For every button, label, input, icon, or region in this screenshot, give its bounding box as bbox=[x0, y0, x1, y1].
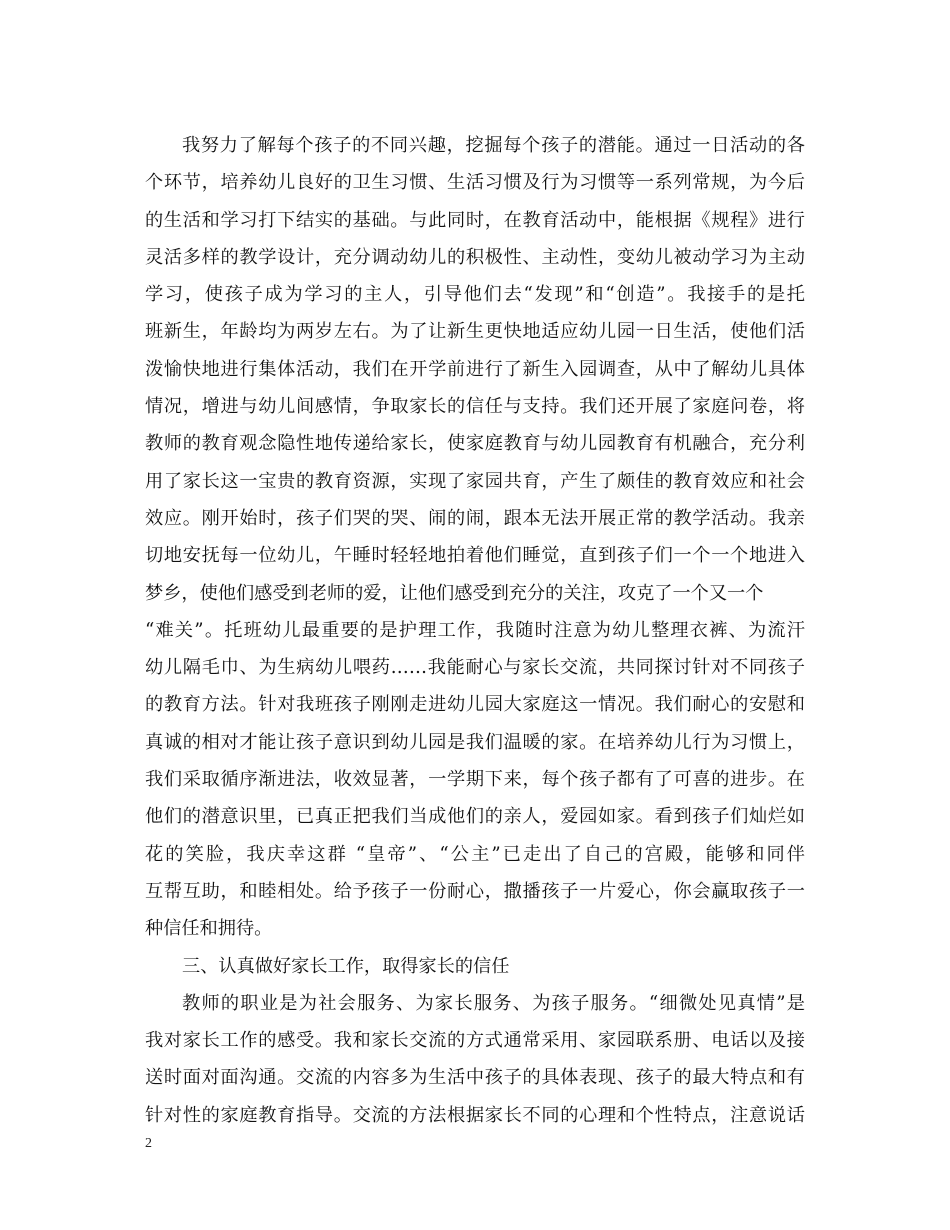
text-line: 教师的教育观念隐性地传递给家长，使家庭教育与幼儿园教育有机融合，充分利 bbox=[145, 433, 805, 455]
text-line: 灵活多样的教学设计，充分调动幼儿的积极性、主动性，变幼儿被动学习为主动 bbox=[145, 246, 805, 268]
text-line: 班新生，年龄均为两岁左右。为了让新生更快地适应幼儿园一日生活，使他们活 bbox=[145, 321, 805, 343]
text-line: 幼儿隔毛巾、为生病幼儿喂药……我能耐心与家长交流，共同探讨针对不同孩子 bbox=[145, 657, 805, 679]
text-line: 情况，增进与幼儿间感情，争取家长的信任与支持。我们还开展了家庭问卷，将 bbox=[145, 396, 805, 418]
page-number: 2 bbox=[145, 1136, 152, 1151]
text-line: “难关”。托班幼儿最重要的是护理工作，我随时注意为幼儿整理衣裤、为流汗 bbox=[145, 619, 805, 641]
text-line: 的生活和学习打下结实的基础。与此同时，在教育活动中，能根据《规程》进行 bbox=[145, 209, 805, 231]
text-line: 用了家长这一宝贵的教育资源，实现了家园共育，产生了颇佳的教育效应和社会 bbox=[145, 470, 805, 492]
section-heading: 三、认真做好家长工作，取得家长的信任 bbox=[182, 955, 510, 977]
text-line: 花的笑脸，我庆幸这群 “皇帝”、“公主”已走出了自己的宫殿，能够和同伴 bbox=[145, 843, 805, 865]
text-line: 教师的职业是为社会服务、为家长服务、为孩子服务。“细微处见真情”是 bbox=[182, 992, 805, 1014]
text-line: 效应。刚开始时，孩子们哭的哭、闹的闹，跟本无法开展正常的教学活动。我亲 bbox=[145, 507, 805, 529]
text-line: 我对家长工作的感受。我和家长交流的方式通常采用、家园联系册、电话以及接 bbox=[145, 1030, 805, 1052]
text-line: 梦乡，使他们感受到老师的爱，让他们感受到充分的关注，攻克了一个又一个 bbox=[145, 582, 764, 604]
text-line: 我努力了解每个孩子的不同兴趣，挖掘每个孩子的潜能。通过一日活动的各 bbox=[182, 135, 805, 156]
text-line: 学习，使孩子成为学习的主人，引导他们去“发现”和“创造”。我接手的是托 bbox=[145, 284, 805, 306]
text-line: 真诚的相对才能让孩子意识到幼儿园是我们温暖的家。在培养幼儿行为习惯上， bbox=[145, 731, 805, 753]
text-line: 种信任和拥待。 bbox=[145, 918, 273, 940]
text-line: 互帮互助，和睦相处。给予孩子一份耐心，撒播孩子一片爱心，你会赢取孩子一 bbox=[145, 880, 805, 902]
body-text bbox=[145, 127, 805, 1134]
text-line: 的教育方法。针对我班孩子刚刚走进幼儿园大家庭这一情况。我们耐心的安慰和 bbox=[145, 694, 805, 716]
text-line: 他们的潜意识里，已真正把我们当成他们的亲人，爱园如家。看到孩子们灿烂如 bbox=[145, 806, 805, 828]
text-line: 我们采取循序渐进法，收效显著，一学期下来，每个孩子都有了可喜的进步。在 bbox=[145, 769, 805, 791]
text-line: 个环节，培养幼儿良好的卫生习惯、生活习惯及行为习惯等一系列常规，为今后 bbox=[145, 172, 805, 194]
text-line: 泼愉快地进行集体活动，我们在开学前进行了新生入园调查，从中了解幼儿具体 bbox=[145, 358, 805, 380]
text-line: 针对性的家庭教育指导。交流的方法根据家长不同的心理和个性特点，注意说话 bbox=[145, 1104, 805, 1126]
text-line: 送时面对面沟通。交流的内容多为生活中孩子的具体表现、孩子的最大特点和有 bbox=[145, 1067, 805, 1089]
text-line: 切地安抚每一位幼儿，午睡时轻轻地拍着他们睡觉，直到孩子们一个一个地进入 bbox=[145, 545, 805, 567]
